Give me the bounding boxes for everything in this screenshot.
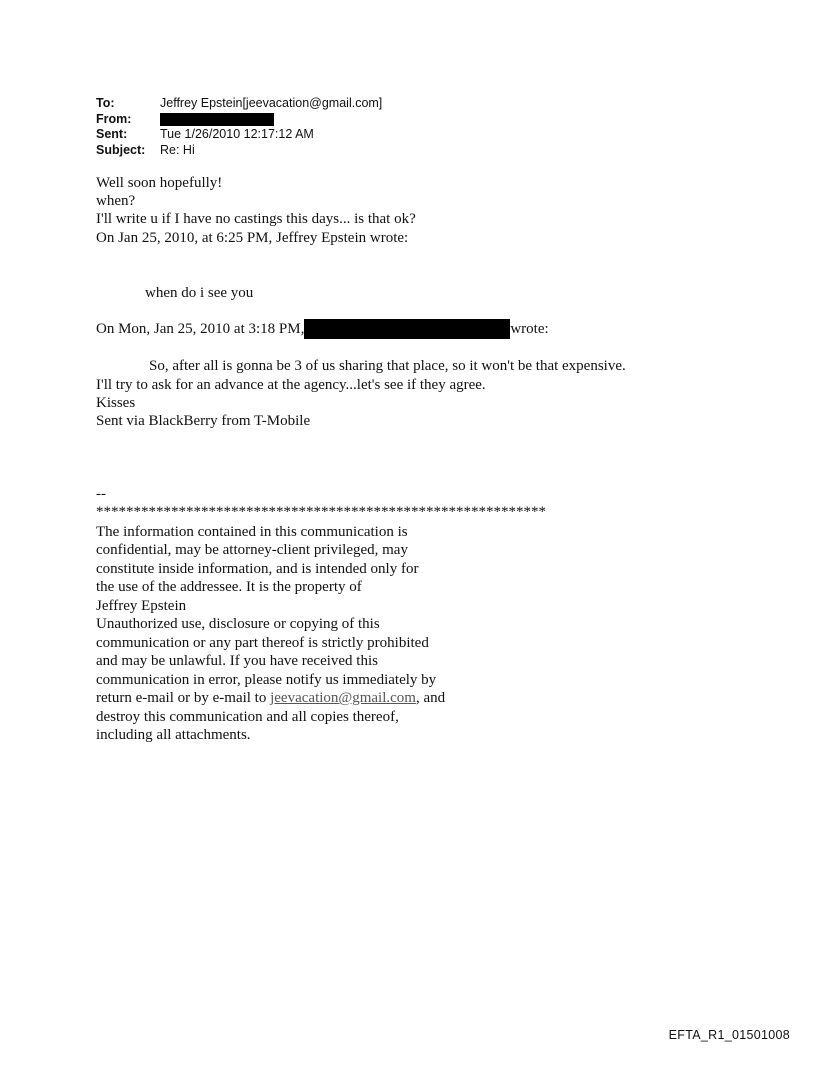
body-line-2: when? bbox=[96, 193, 136, 209]
sender-redaction bbox=[304, 319, 510, 339]
email-header bbox=[96, 96, 382, 158]
from-label: From: bbox=[96, 111, 132, 126]
to-label: To: bbox=[96, 96, 115, 110]
disclaimer-line-2: confidential, may be attorney-client privileged, may bbox=[96, 542, 408, 558]
disclaimer-line-12: including all attachments. bbox=[96, 727, 251, 743]
disclaimer-line-8: and may be unlawful. If you have received this bbox=[96, 653, 378, 669]
subject-row bbox=[96, 143, 382, 159]
from-row bbox=[96, 112, 382, 128]
disclaimer-line-11: destroy this communication and all copies thereof, bbox=[96, 709, 399, 725]
disclaimer-line-7: communication or any part thereof is strictly prohibited bbox=[96, 635, 429, 651]
disclaimer-line-9: communication in error, please notify us immediately by bbox=[96, 672, 437, 688]
quoted-line-1: when do i see you bbox=[145, 285, 254, 301]
quoted-line-5: Sent via BlackBerry from T-Mobile bbox=[96, 413, 311, 429]
disclaimer-line-5: Jeffrey Epstein bbox=[96, 598, 187, 614]
quoted-line-2: So, after all is gonna be 3 of us sharing that place, so it won't be that expensive. bbox=[149, 358, 626, 374]
email-suffix: , and bbox=[415, 690, 446, 706]
quoted-attribution bbox=[96, 320, 549, 339]
attribution-prefix: On Mon, Jan 25, 2010 at 3:18 PM, bbox=[96, 321, 305, 337]
signature-stars: ************************************************************ bbox=[96, 504, 546, 520]
signature-dashes: -- bbox=[96, 486, 106, 502]
email-link[interactable]: jeevacation@gmail.com bbox=[270, 690, 416, 706]
attribution-suffix: wrote: bbox=[510, 321, 549, 337]
subject-value: Re: Hi bbox=[160, 142, 195, 157]
disclaimer-email-line bbox=[96, 689, 445, 708]
disclaimer-line-6: Unauthorized use, disclosure or copying of this bbox=[96, 616, 380, 632]
sent-value: Tue 1/26/2010 12:17:12 AM bbox=[160, 127, 314, 141]
disclaimer-line-1: The information contained in this communication is bbox=[96, 524, 408, 540]
body-line-1: Well soon hopefully! bbox=[96, 175, 223, 191]
disclaimer-line-4: the use of the addressee. It is the property of bbox=[96, 579, 362, 595]
sent-label: Sent: bbox=[96, 127, 128, 141]
from-redaction bbox=[160, 113, 274, 126]
email-prefix: return e-mail or by e-mail to bbox=[96, 690, 271, 706]
disclaimer-line-3: constitute inside information, and is intended only for bbox=[96, 561, 419, 577]
subject-label: Subject: bbox=[96, 142, 146, 157]
sent-row bbox=[96, 127, 382, 143]
quoted-line-3: I'll try to ask for an advance at the agency...let's see if they agree. bbox=[96, 377, 486, 393]
to-value: Jeffrey Epstein[jeevacation@gmail.com] bbox=[160, 96, 383, 110]
body-line-4: On Jan 25, 2010, at 6:25 PM, Jeffrey Epstein wrote: bbox=[96, 230, 409, 246]
to-row bbox=[96, 96, 382, 112]
body-line-3: I'll write u if I have no castings this days... is that ok? bbox=[96, 211, 416, 227]
quoted-line-4: Kisses bbox=[96, 395, 136, 411]
document-id: EFTA_R1_01501008 bbox=[668, 1028, 790, 1042]
